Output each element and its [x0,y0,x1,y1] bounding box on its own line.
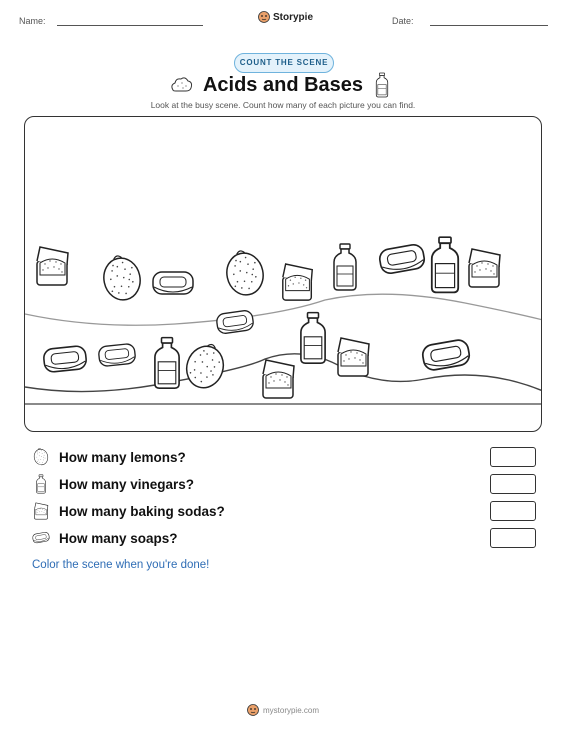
question-row-vinegars [32,473,536,495]
scene-vinegar [432,237,458,292]
question-row-soaps [32,527,536,549]
page-title: Acids and Bases [202,74,364,96]
instructions-text: Look at the busy scene. Count how many of each picture you can find. [150,100,416,110]
answer-box-lemons[interactable] [490,447,536,467]
question-text: How many baking sodas? [59,503,225,519]
answer-box-vinegars[interactable] [490,474,536,494]
soap-icon [32,531,50,545]
lemon-icon [33,448,49,466]
scene-lemon [223,247,267,298]
storypie-mascot-icon [247,704,259,716]
scene-vinegar [301,313,325,364]
name-label: Name: [19,16,46,26]
scene-baking-soda [469,249,500,287]
scene-soap [421,339,471,372]
scene-soap [43,345,87,372]
count-the-scene-badge: COUNT THE SCENE [234,53,334,73]
scene-vinegar [155,338,179,389]
answer-box-soaps[interactable] [490,528,536,548]
name-line[interactable] [57,25,203,26]
scene-soap [153,272,193,294]
storypie-mascot-icon [258,11,270,23]
vinegar-bottle-title-icon [373,72,391,98]
busy-scene-frame [24,116,542,432]
footer [0,704,566,716]
scene-baking-soda [338,338,369,376]
scene-vinegar [334,244,356,290]
scene-lemon [100,252,144,303]
question-text: How many vinegars? [59,476,195,492]
question-text: How many soaps? [59,530,178,546]
busy-scene-illustration [25,117,542,432]
question-text: How many lemons? [59,449,186,465]
scene-baking-soda [283,264,312,300]
scene-baking-soda [37,247,68,285]
brand-name: Storypie [273,11,314,23]
vinegar-icon [35,474,47,494]
brand-logo [258,11,313,23]
scene-soap [98,343,136,366]
baking-soda-icon [32,502,50,520]
question-row-lemons [32,446,536,468]
question-row-baking-sodas [32,500,536,522]
date-line[interactable] [430,25,548,26]
scene-soap [378,243,426,274]
answer-box-baking-sodas[interactable] [490,501,536,521]
footer-url[interactable]: mystorypie.com [262,705,319,715]
color-the-scene-note: Color the scene when you're done! [32,559,210,571]
scene-lemon [181,339,229,392]
scene-baking-soda [263,360,294,398]
scene-soap [216,310,254,335]
date-label: Date: [392,16,414,26]
